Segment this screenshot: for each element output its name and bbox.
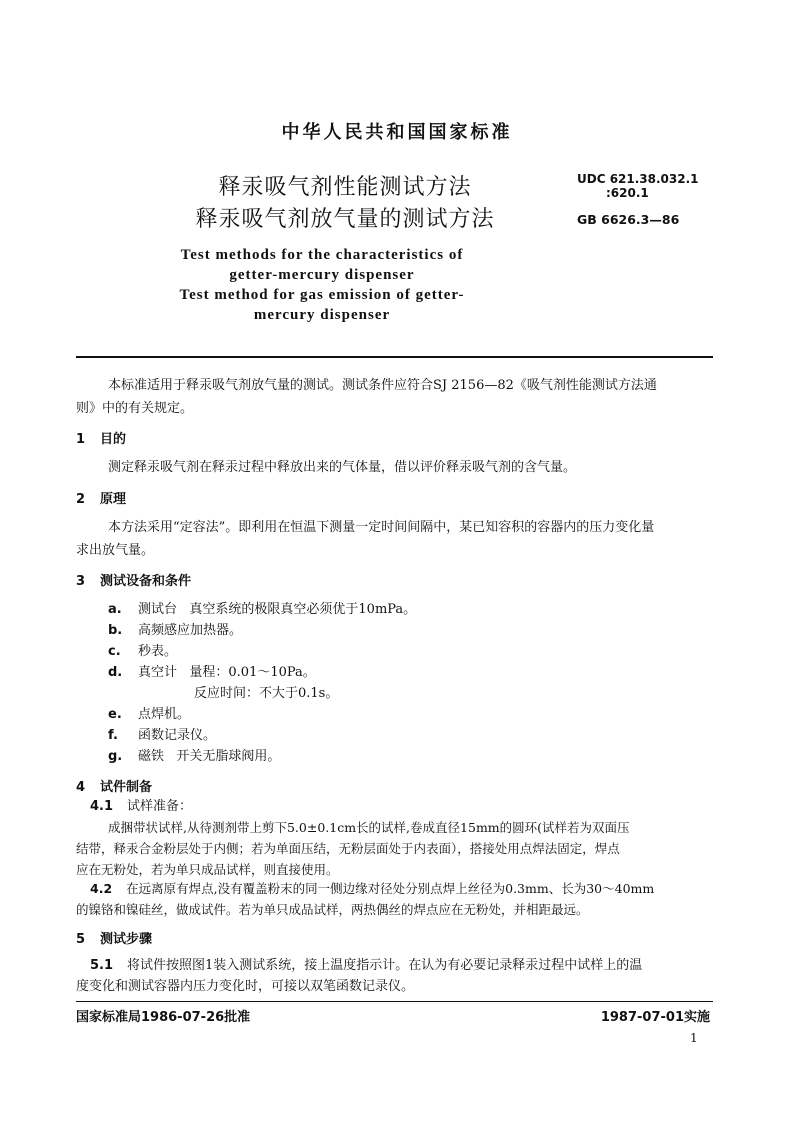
gb-code: GB 6626.3—86 — [577, 212, 680, 227]
title-cn-2: 释汞吸气剂放气量的测试方法 — [195, 207, 495, 232]
subsection-5-1-line-2: 度变化和测试容器内压力变化时，可接以双笔函数记录仪。 — [76, 979, 415, 994]
item-text: 磁铁 开关无脂球阀用。 — [138, 749, 281, 764]
list-item — [108, 703, 190, 722]
item-label: f. — [108, 728, 118, 743]
subsection-number: 5.1 — [90, 958, 114, 973]
section-number: 2 — [76, 492, 86, 507]
title-en-2: getter-mercury dispenser — [229, 267, 415, 283]
header-divider — [76, 356, 713, 358]
section-title: 原理 — [100, 492, 127, 507]
udc-code: UDC 621.38.032.1 — [577, 172, 699, 186]
item-text: 高频感应加热器。 — [138, 623, 243, 638]
effective-date: 1987-07-01实施 — [600, 1010, 710, 1025]
subsection-4-1-line-1: 成捆带状试样,从待测剂带上剪下5.0±0.1cm长的试样,卷成直径15mm的圆环(试样若为双面压 — [108, 820, 630, 835]
item-label: e. — [108, 707, 122, 722]
section-title: 测试设备和条件 — [100, 574, 192, 589]
section-number: 3 — [76, 574, 86, 589]
subsection-5-1-line-1 — [90, 954, 713, 977]
item-label: b. — [108, 623, 123, 638]
item-label: c. — [108, 644, 121, 659]
section-number: 5 — [76, 932, 86, 947]
section-1-heading — [76, 428, 126, 447]
item-label: g. — [108, 749, 123, 764]
section-2-heading — [76, 488, 126, 507]
item-text: 真空计 量程：0.01～10Pa。 — [138, 665, 316, 680]
subsection-number: 4.2 — [90, 881, 113, 896]
subsection-text: 在远离原有焊点,没有覆盖粉末的同一侧边缘对径处分别点焊上丝径为0.3mm、长为30～40mm — [126, 881, 655, 896]
footer-divider — [76, 1001, 713, 1002]
item-text: 反应时间：不大于0.1s。 — [194, 686, 339, 701]
section-2-line-1: 本方法采用“定容法”。即利用在恒温下测量一定时间间隔中，某已知容积的容器内的压力变化量 — [108, 520, 655, 535]
subsection-text: 将试件按照图1装入测试系统，接上温度指示计。在认为有必要记录释汞过程中试样上的温 — [127, 958, 643, 973]
section-3-heading — [76, 570, 191, 589]
item-text: 测试台 真空系统的极限真空必须优于10mPa。 — [138, 602, 417, 617]
list-item — [108, 640, 177, 659]
list-item — [108, 724, 216, 743]
list-item-continuation — [194, 682, 338, 701]
standard-header: 中华人民共和国国家标准 — [281, 122, 513, 143]
list-item — [108, 745, 280, 764]
section-number: 4 — [76, 780, 86, 795]
title-en-1: Test methods for the characteristics of — [180, 247, 464, 263]
item-label: d. — [108, 665, 123, 680]
section-title: 试件制备 — [100, 780, 153, 795]
subsection-4-2-line-2: 的镍铬和镍硅丝，做成试件。若为单只成品试样，两热偶丝的焊点应在无粉处，并相距最远。 — [76, 902, 589, 917]
section-title: 测试步骤 — [100, 932, 153, 947]
title-en-3: Test method for gas emission of getter- — [179, 287, 465, 303]
subsection-number: 4.1 — [90, 799, 114, 814]
udc-code-2: :620.1 — [606, 186, 649, 200]
subsection-4-2-line-1 — [90, 877, 713, 900]
subsection-4-1-line-3: 应在无粉处，若为单只成品试样，则直接使用。 — [76, 862, 339, 877]
intro-line-1: 本标准适用于释汞吸气剂放气量的测试。测试条件应符合SJ 2156—82《吸气剂性能测试方法通 — [108, 378, 657, 393]
list-item — [108, 619, 242, 638]
title-cn-1: 释汞吸气剂性能测试方法 — [218, 175, 472, 200]
section-1-text: 测定释汞吸气剂在释汞过程中释放出来的气体量，借以评价释汞吸气剂的含气量。 — [108, 460, 577, 475]
section-5-heading — [76, 928, 152, 947]
subsection-title: 试样准备： — [127, 799, 193, 814]
approval-date: 国家标准局1986-07-26批准 — [76, 1010, 251, 1025]
item-text: 函数记录仪。 — [138, 728, 217, 743]
section-4-heading — [76, 776, 152, 795]
intro-line-2: 则》中的有关规定。 — [76, 401, 194, 416]
section-title: 目的 — [100, 432, 127, 447]
list-item — [108, 661, 316, 680]
subsection-4-1-heading — [90, 795, 690, 818]
section-number: 1 — [76, 432, 86, 447]
subsection-4-1-line-2: 结带，释汞合金粉层处于内侧；若为单面压结，无粉层面处于内表面），搭接处用点焊法固定，焊点 — [76, 841, 620, 856]
list-item — [108, 598, 416, 617]
item-text: 点焊机。 — [138, 707, 191, 722]
title-en-4: mercury dispenser — [253, 307, 391, 323]
page-number: 1 — [690, 1031, 698, 1045]
item-text: 秒表。 — [138, 644, 178, 659]
item-label: a. — [108, 602, 122, 617]
section-2-line-2: 求出放气量。 — [76, 543, 155, 558]
